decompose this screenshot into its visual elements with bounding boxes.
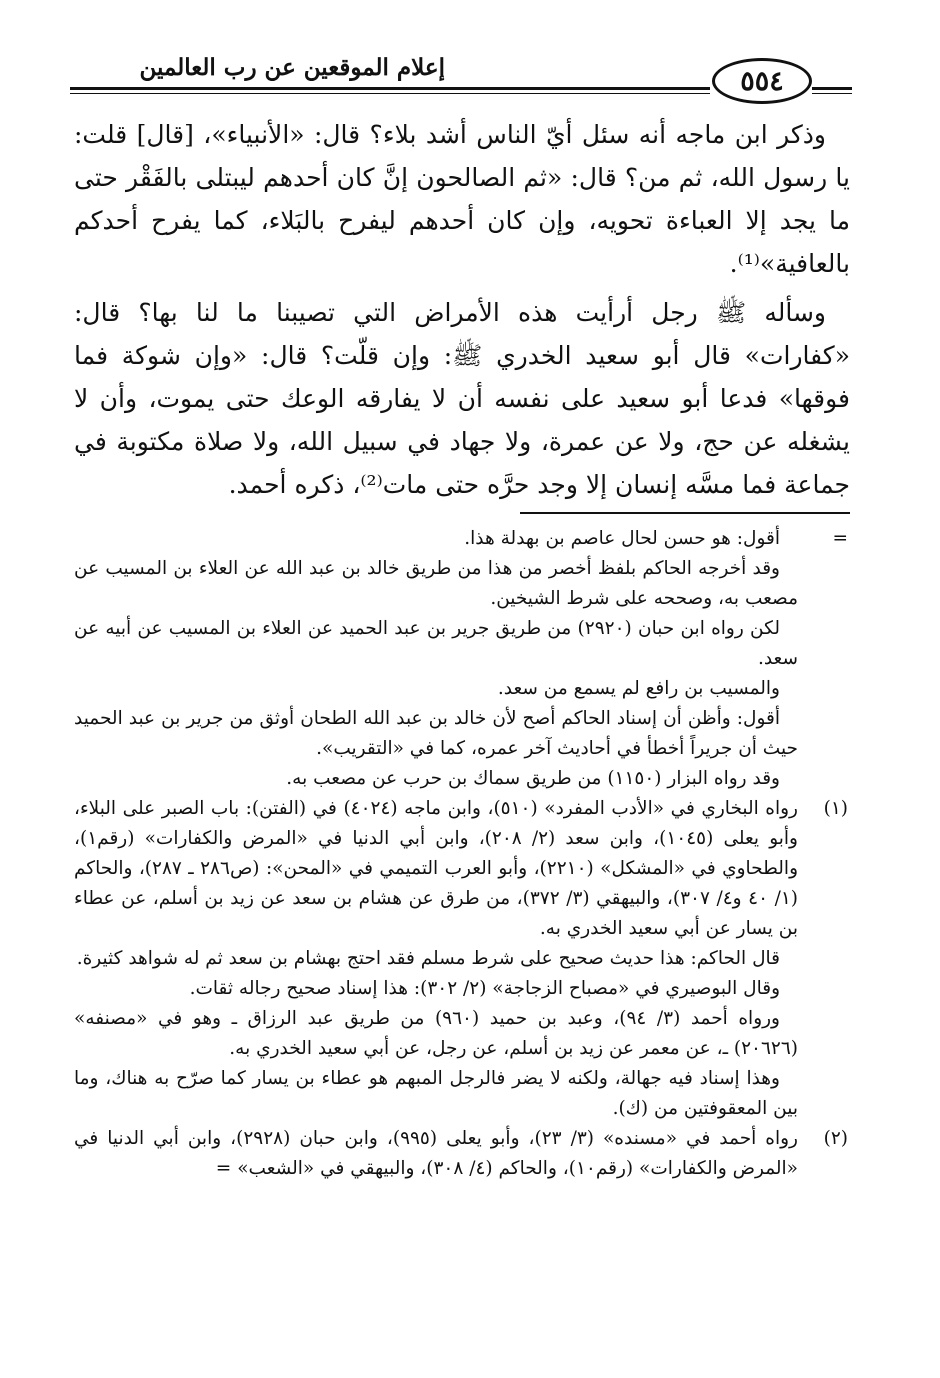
footnote-continuation [74,524,850,794]
footnote-1-mark: (١) [823,798,848,819]
main-paragraph-2: وسأله ﷺ رجل أرأيت هذه الأمراض التي تصيبنا ما لنا بها؟ قال: «كفارات» قال أبو سعيد الخدري ﷺ: وإن قلّت؟ قال: «وإن شوكة فما فوقها» فدعا أبو سعيد على نفسه أن لا يفارقه الوعك حتى يموت، وأن لا يشغله عن حج، ولا عن عمرة، ولا جهاد في سبيل الله، ولا صلاة مكتوبة في جماعة فما مسَّه إنسان إلا وجد حرَّه حتى مات⁽²⁾، ذكره أحمد. [74,298,850,499]
footnote-line: أقول: وأظن أن إسناد الحاكم أصح لأن خالد بن عبد الله الطحان أوثق من جرير بن عبد الحميد حيث أن جريراً أخطأ في أحاديث آخر عمره، كما في «التقريب». [74,708,798,759]
footnote-separator [520,512,850,514]
footnote-2-body: رواه أحمد في «مسنده» (٣/ ٢٣)، وأبو يعلى (٩٩٥)، وابن حبان (٢٩٢٨)، وابن أبي الدنيا في «المرض والكفارات» (رقم١٠)، والحاكم (٤/ ٣٠٨)، والبيهقي في «الشعب» [74,1128,798,1179]
footnote-line: وقد رواه البزار (١١٥٠) من طريق سماك بن حرب عن مصعب به. [286,768,780,789]
footnote-2 [74,1124,850,1184]
footnote-1-more: قال الحاكم: هذا حديث صحيح على شرط مسلم فقد احتج بهشام بن سعد ثم له شواهد كثيرة. [76,948,780,969]
footnote-line: وقد أخرجه الحاكم بلفظ أخصر من هذا من طريق خالد بن عبد الله عن العلاء بن المسيب عن مصعب به، وصححه على شرط الشيخين. [74,558,798,609]
header-rule-right-thin [812,93,852,94]
main-paragraph-1: وذكر ابن ماجه أنه سئل أيّ الناس أشد بلاء؟ قال: «الأنبياء»، [قال] قلت: يا رسول الله، ثم من؟ قال: «ثم الصالحون إنَّ كان أحدهم ليبتلى بالفَقْر حتى ما يجد إلا العباءة تحويه، وإن كان أحدهم ليفرح بالبَلاء، كما يفرح أحدكم بالعافية»⁽¹⁾. [74,120,850,278]
header-rule-right [812,87,852,90]
footnotes [74,524,850,1184]
running-header-title: إعلام الموقعين عن رب العالمين [139,54,445,81]
footnote-1-text: رواه البخاري في «الأدب المفرد» (٥١٠)، وابن ماجه (٤٠٢٤) في (الفتن): باب الصبر على البلاء، وأبو يعلى (١٠٤٥)، وابن سعد (٢/ ٢٠٨)، وابن أبي الدنيا في «المرض والكفارات» (رقم١)، والطحاوي في «المشكل» (٢٢١٠)، وأبو العرب التميمي في «المحن»: (ص٢٨٦ ـ ٢٨٧)، والحاكم (١/ ٤٠ و٤/ ٣٠٧)، والبيهقي (٣/ ٣٧٢)، من طرق عن هشام بن سعد عن زيد بن أسلم، عن عطاء بن يسار عن أبي سعيد الخدري به. [74,798,798,939]
footnote-1 [74,794,850,1124]
header-rule-thin [70,93,710,94]
continuation-mark: = [832,528,848,549]
footnote-1-more: وقال البوصيري في «مصباح الزجاجة» (٢/ ٣٠٢): هذا إسناد صحيح رجاله ثقات. [189,978,780,999]
footnote-line: أقول: هو حسن لحال عاصم بن بهدلة هذا. [464,528,780,549]
footnote-2-mark: (٢) [823,1128,848,1149]
header-rule [70,87,710,90]
footnote-1-more: ورواه أحمد (٣/ ٩٤)، وعبد بن حميد (٩٦٠) من طريق عبد الرزاق ـ وهو في «مصنفه» (٢٠٦٢٦) ـ، عن معمر عن زيد بن أسلم، عن رجل، عن أبي سعيد الخدري به. [74,1008,798,1059]
page-number: ٥٥٤ [712,58,812,104]
footnote-line: لكن رواه ابن حبان (٢٩٢٠) من طريق جرير بن عبد الحميد عن العلاء بن المسيب عن أبيه عن سعد. [74,618,798,669]
footnote-1-more: وهذا إسناد فيه جهالة، ولكنه لا يضر فالرجل المبهم هو عطاء بن يسار كما صرّح به هناك، وما بين المعقوفتين من (ك). [74,1068,798,1119]
main-text [74,113,850,512]
footnote-line: والمسيب بن رافع لم يسمع من سعد. [497,678,780,699]
footnote-2-text [74,1124,798,1184]
footnote-2-end-mark: = [215,1158,232,1179]
